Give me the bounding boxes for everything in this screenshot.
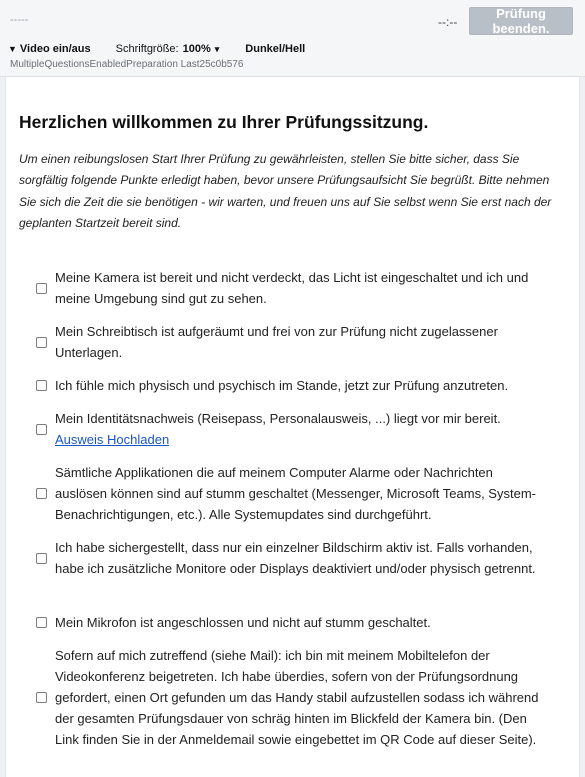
checklist-item-text [55, 408, 545, 450]
font-size-value: 100% [182, 43, 211, 55]
checklist-item [36, 462, 556, 525]
checklist-item [36, 321, 556, 363]
exam-toolbar [0, 0, 585, 77]
page-title: Herzlichen willkommen zu Ihrer Prüfungssitzung. [19, 112, 429, 132]
font-size-select[interactable] [183, 43, 220, 55]
dark-light-toggle[interactable]: Dunkel/Hell [245, 43, 306, 55]
video-toggle-label: Video ein/aus [19, 43, 91, 55]
checklist-item-text: Mein Mikrofon ist angeschlossen und nicht auf stumm geschaltet. [55, 615, 431, 630]
checklist-item [36, 612, 556, 633]
chevron-down-icon: ▾ [214, 43, 220, 54]
checklist-item [36, 537, 556, 579]
font-size-control [116, 43, 220, 55]
checklist-item-text-line: Mein Identitätsnachweis (Reisepass, Personalausweis, ...) liegt vor mir bereit. [55, 411, 501, 426]
intro-text: Um einen reibungslosen Start Ihrer Prüfung zu gewährleisten, stellen Sie bitte sicher, dass Sie sorgfältig folgende Punkte erledigt haben, bevor unsere Prüfungsaufsicht Sie begrüßt. Bitte nehmen Sie sich die Zeit die sie benötigen - wir warten, und freuen uns auf Sie selbst wenn Sie erst nach der geplanten Startzeit bereit sind. [19, 152, 552, 230]
welcome-card [5, 77, 580, 777]
checklist-item-text: Mein Schreibtisch ist aufgeräumt und frei von zur Prüfung nicht zugelassener Unterlagen. [55, 324, 498, 360]
upload-id-link[interactable]: Ausweis Hochladen [55, 432, 170, 447]
checklist-checkbox[interactable] [36, 692, 47, 703]
checklist-item-text: Ich habe sichergestellt, dass nur ein einzelner Bildschirm aktiv ist. Falls vorhanden, habe ich zusätzliche Monitore oder Displays deaktiviert und/oder physisch getrennt. [55, 540, 536, 576]
checklist-checkbox[interactable] [36, 424, 47, 435]
end-exam-button[interactable]: Prüfung beenden. [469, 7, 573, 35]
triangle-down-icon: ▼ [8, 44, 17, 54]
font-size-label: Schriftgröße: [115, 43, 179, 55]
checklist-checkbox[interactable] [36, 617, 47, 628]
checklist-checkbox[interactable] [36, 553, 47, 564]
session-info: MultipleQuestionsEnabledPreparation Last25c0b576 [10, 59, 244, 70]
checklist-item [36, 267, 556, 309]
toolbar-controls [8, 42, 305, 56]
checklist-item [36, 375, 556, 396]
exam-timer: --:-- [438, 15, 458, 29]
header-placeholder-text: ----- [10, 14, 29, 26]
checklist-checkbox[interactable] [36, 488, 47, 499]
checklist-item [36, 408, 556, 450]
checklist-item [36, 645, 556, 750]
checklist-item-text: Ich fühle mich physisch und psychisch im Stande, jetzt zur Prüfung anzutreten. [55, 378, 509, 393]
checklist-checkbox[interactable] [36, 380, 47, 391]
checklist-item-text: Sämtliche Applikationen die auf meinem Computer Alarme oder Nachrichten auslösen können sind auf stumm geschaltet (Messenger, Microsoft Teams, System-Benachrichtigungen, etc.). Alle Systemupdates sind durchgeführt. [55, 465, 536, 522]
checklist-checkbox[interactable] [36, 283, 47, 294]
checklist-item-text: Sofern auf mich zutreffend (siehe Mail): ich bin mit meinem Mobiltelefon der Videokonferenz beigetreten. Ich habe überdies, sofern von der Prüfungsordnung gefordert, einen Ort gefunden um das Handy stabil aufzustellen sodass ich während der gesamten Prüfungsdauer von schräg hinten im Blickfeld der Kamera bin. (Den Link finden Sie in der Anmeldemail sowie eingebettet im QR Code auf dieser Seite). [55, 648, 539, 747]
checklist-checkbox[interactable] [36, 337, 47, 348]
checklist-item-text: Meine Kamera ist bereit und nicht verdeckt, das Licht ist eingeschaltet und ich und meine Umgebung sind gut zu sehen. [55, 270, 529, 306]
video-toggle[interactable] [8, 43, 91, 55]
